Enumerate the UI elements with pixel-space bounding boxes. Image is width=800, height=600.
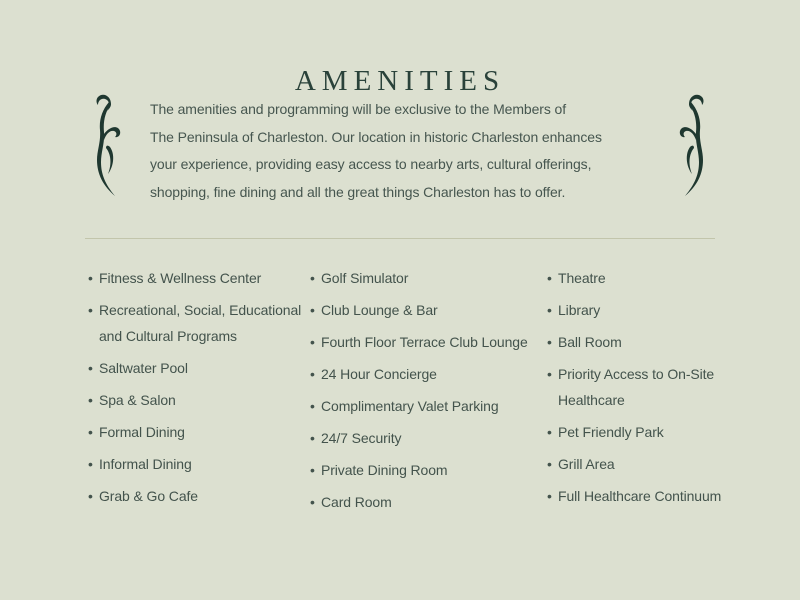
amenity-item	[547, 361, 797, 413]
amenity-item	[547, 483, 797, 509]
amenity-item	[310, 265, 547, 291]
amenity-item	[88, 355, 310, 381]
amenity-item	[310, 329, 547, 355]
amenity-label: Grab & Go Cafe	[99, 488, 198, 504]
intro-line: your experience, providing easy access to nearby arts, cultural offerings,	[150, 156, 592, 172]
intro-line: shopping, fine dining and all the great things Charleston has to offer.	[150, 183, 566, 200]
amenities-column-1	[88, 265, 310, 521]
bullet-icon: •	[310, 270, 315, 286]
amenity-item	[88, 483, 310, 509]
amenity-label: Complimentary Valet Parking	[321, 398, 499, 414]
bullet-icon: •	[547, 270, 552, 286]
bullet-icon: •	[88, 456, 93, 472]
amenity-label: Library	[558, 302, 601, 318]
bullet-icon: •	[547, 424, 552, 440]
amenity-item	[88, 451, 310, 477]
intro-line: The amenities and programming will be exclusive to the Members of	[150, 101, 567, 117]
amenity-item	[310, 425, 547, 451]
amenity-item	[547, 419, 797, 445]
section-divider	[85, 238, 715, 239]
amenities-column-2	[310, 265, 547, 521]
bullet-icon: •	[88, 424, 93, 440]
amenity-label: Formal Dining	[99, 424, 185, 440]
bullet-icon: •	[547, 334, 552, 350]
bullet-icon: •	[547, 456, 552, 472]
bullet-icon: •	[547, 488, 552, 504]
intro-paragraph	[150, 96, 670, 206]
amenity-label: Saltwater Pool	[99, 360, 188, 376]
flourish-right-icon	[678, 92, 712, 198]
amenity-label: 24/7 Security	[321, 430, 402, 446]
bullet-icon: •	[88, 302, 93, 318]
bullet-icon: •	[88, 270, 93, 286]
flourish-left-icon	[88, 92, 122, 198]
amenity-label: Theatre	[558, 270, 606, 286]
amenity-label: Private Dining Room	[321, 462, 448, 478]
amenity-item	[310, 489, 547, 515]
amenity-label: Club Lounge & Bar	[321, 302, 438, 318]
amenity-label: Ball Room	[558, 334, 622, 350]
amenity-item	[547, 297, 797, 323]
bullet-icon: •	[310, 302, 315, 318]
amenity-item	[310, 297, 547, 323]
amenity-item	[88, 387, 310, 413]
amenity-label: 24 Hour Concierge	[321, 366, 437, 382]
bullet-icon: •	[310, 462, 315, 478]
amenity-item	[310, 361, 547, 387]
amenity-item	[88, 419, 310, 445]
amenity-item	[547, 329, 797, 355]
amenity-item	[547, 265, 797, 291]
amenity-label: Card Room	[321, 494, 392, 510]
amenities-column-3	[547, 265, 797, 521]
page-title: AMENITIES	[294, 65, 506, 98]
intro-line: The Peninsula of Charleston. Our location in historic Charleston enhances	[150, 128, 602, 145]
bullet-icon: •	[310, 366, 315, 382]
bullet-icon: •	[310, 430, 315, 446]
amenity-item	[88, 297, 310, 349]
amenity-item	[310, 393, 547, 419]
bullet-icon: •	[310, 494, 315, 510]
amenity-label: Full Healthcare Continuum	[558, 488, 722, 504]
amenities-columns	[88, 265, 797, 521]
bullet-icon: •	[88, 488, 93, 504]
amenity-label: Fitness & Wellness Center	[99, 270, 262, 286]
bullet-icon: •	[547, 366, 552, 382]
amenity-label: Priority Access to On-Site Healthcare	[558, 366, 715, 408]
amenity-label: Recreational, Social, Educational and Cultural Programs	[99, 302, 302, 344]
amenity-label: Fourth Floor Terrace Club Lounge	[321, 334, 528, 350]
amenity-label: Grill Area	[558, 456, 615, 472]
amenity-item	[310, 457, 547, 483]
bullet-icon: •	[88, 360, 93, 376]
bullet-icon: •	[547, 302, 552, 318]
amenity-label: Pet Friendly Park	[558, 424, 664, 440]
amenity-label: Informal Dining	[99, 456, 192, 472]
bullet-icon: •	[310, 334, 315, 350]
amenity-label: Spa & Salon	[99, 392, 176, 408]
amenity-item	[547, 451, 797, 477]
bullet-icon: •	[310, 398, 315, 414]
amenity-label: Golf Simulator	[321, 270, 409, 286]
bullet-icon: •	[88, 392, 93, 408]
amenity-item	[88, 265, 310, 291]
